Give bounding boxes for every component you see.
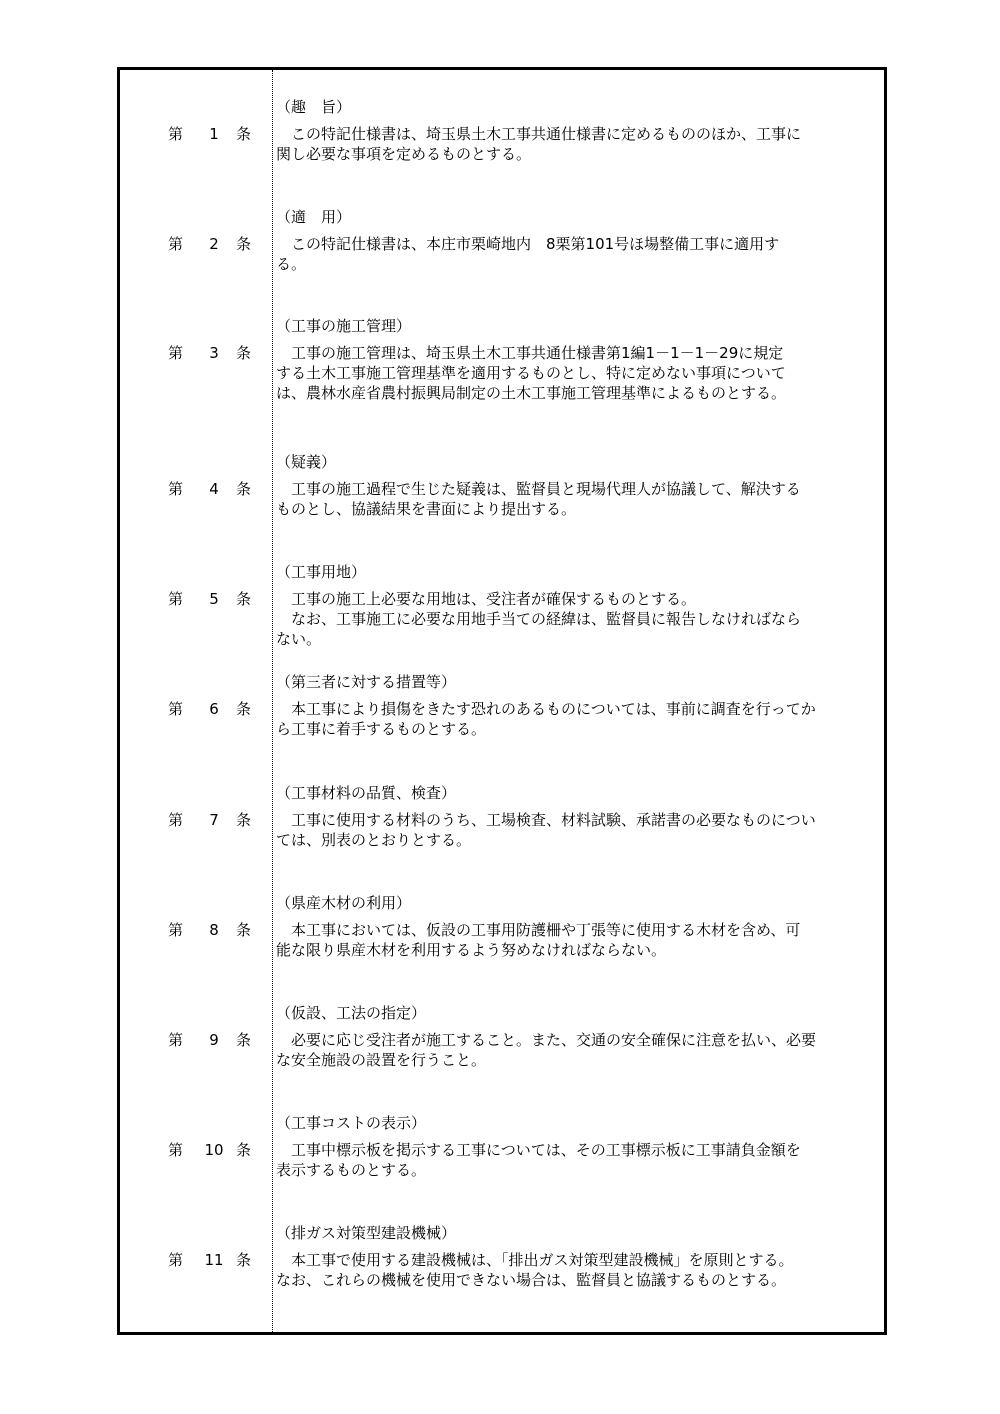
article-prefix: 第 xyxy=(168,1141,184,1159)
article-prefix: 第 xyxy=(168,590,184,608)
article-prefix: 第 xyxy=(168,480,184,498)
article-prefix: 第 xyxy=(168,125,184,143)
document-frame xyxy=(117,67,887,1335)
article-text-line: 工事に使用する材料のうち、工場検査、材料試験、承諾書の必要なものについ xyxy=(276,811,816,829)
article-suffix: 条 xyxy=(236,344,252,362)
article-label xyxy=(168,1030,252,1050)
article-heading: （疑義） xyxy=(276,453,337,471)
article-text-line: 表示するものとする。 xyxy=(276,1161,427,1179)
article-heading: （第三者に対する措置等） xyxy=(276,673,457,691)
article-text-line: ない。 xyxy=(276,630,322,648)
article-label xyxy=(168,1250,252,1270)
article-number: 11 xyxy=(204,1251,224,1269)
article-text-line: ては、別表のとおりとする。 xyxy=(276,831,472,849)
article-suffix: 条 xyxy=(236,125,252,143)
article-label xyxy=(168,920,252,940)
article-number: 6 xyxy=(209,700,219,718)
article-text-line: 工事の施工管理は、埼玉県土木工事共通仕様書第1編1－1－1－29に規定 xyxy=(276,344,784,362)
article-prefix: 第 xyxy=(168,700,184,718)
article-text-line: この特記仕様書は、本庄市栗崎地内 8栗第101号ほ場整備工事に適用す xyxy=(276,235,780,253)
article-text-line: る。 xyxy=(276,255,307,273)
article-suffix: 条 xyxy=(236,1251,252,1269)
article-number: 4 xyxy=(209,480,219,498)
article-heading: （排ガス対策型建設機械） xyxy=(276,1224,457,1242)
article-text-line: は、農林水産省農村振興局制定の土木工事施工管理基準によるものとする。 xyxy=(276,384,787,402)
article-suffix: 条 xyxy=(236,921,252,939)
article-label xyxy=(168,589,252,609)
article-suffix: 条 xyxy=(236,811,252,829)
article-heading: （工事材料の品質、検査） xyxy=(276,784,457,802)
article-number: 2 xyxy=(209,235,219,253)
article-heading: （県産木材の利用） xyxy=(276,894,412,912)
article-suffix: 条 xyxy=(236,700,252,718)
article-prefix: 第 xyxy=(168,921,184,939)
article-label xyxy=(168,124,252,144)
article-text-line: 能な限り県産木材を利用するよう努めなければならない。 xyxy=(276,941,667,959)
article-label xyxy=(168,479,252,499)
article-text-line: ら工事に着手するものとする。 xyxy=(276,720,487,738)
article-label xyxy=(168,1140,252,1160)
article-number: 10 xyxy=(204,1141,224,1159)
article-text-line: 工事中標示板を掲示する工事については、その工事標示板に工事請負金額を xyxy=(276,1141,801,1159)
article-suffix: 条 xyxy=(236,235,252,253)
article-suffix: 条 xyxy=(236,480,252,498)
article-number: 3 xyxy=(209,344,219,362)
article-text-line: 本工事で使用する建設機械は、「排出ガス対策型建設機械」を原則とする。 xyxy=(276,1251,794,1269)
article-suffix: 条 xyxy=(236,590,252,608)
article-text-line: 本工事により損傷をきたす恐れのあるものについては、事前に調査を行ってか xyxy=(276,700,816,718)
article-heading: （工事用地） xyxy=(276,563,367,581)
article-heading: （工事の施工管理） xyxy=(276,317,412,335)
article-number: 1 xyxy=(209,125,219,143)
article-number: 8 xyxy=(209,921,219,939)
article-suffix: 条 xyxy=(236,1141,252,1159)
article-prefix: 第 xyxy=(168,811,184,829)
article-text-line: なお、工事施工に必要な用地手当ての経緯は、監督員に報告しなければなら xyxy=(276,610,802,628)
article-suffix: 条 xyxy=(236,1031,252,1049)
article-heading: （適 用） xyxy=(276,208,352,226)
article-prefix: 第 xyxy=(168,1251,184,1269)
article-text-line: 関し必要な事項を定めるものとする。 xyxy=(276,145,532,163)
article-label xyxy=(168,234,252,254)
article-heading: （趣 旨） xyxy=(276,98,352,116)
article-heading: （仮設、工法の指定） xyxy=(276,1004,427,1022)
article-text-line: 本工事においては、仮設の工事用防護柵や丁張等に使用する木材を含め、可 xyxy=(276,921,801,939)
article-prefix: 第 xyxy=(168,344,184,362)
article-text-line: ものとし、協議結果を書面により提出する。 xyxy=(276,500,577,518)
article-label xyxy=(168,699,252,719)
article-text-line: 工事の施工上必要な用地は、受注者が確保するものとする。 xyxy=(276,590,697,608)
column-divider xyxy=(272,70,273,1332)
article-prefix: 第 xyxy=(168,1031,184,1049)
article-prefix: 第 xyxy=(168,235,184,253)
article-heading: （工事コストの表示） xyxy=(276,1114,427,1132)
article-label xyxy=(168,810,252,830)
article-number: 7 xyxy=(209,811,219,829)
article-text-line: 工事の施工過程で生じた疑義は、監督員と現場代理人が協議して、解決する xyxy=(276,480,801,498)
article-number: 5 xyxy=(209,590,219,608)
article-text-line: この特記仕様書は、埼玉県土木工事共通仕様書に定めるもののほか、工事に xyxy=(276,125,802,143)
article-text-line: な安全施設の設置を行うこと。 xyxy=(276,1051,487,1069)
article-text-line: する土木工事施工管理基準を適用するものとし、特に定めない事項について xyxy=(276,364,786,382)
article-text-line: なお、これらの機械を使用できない場合は、監督員と協議するものとする。 xyxy=(276,1271,787,1289)
article-label xyxy=(168,343,252,363)
article-number: 9 xyxy=(209,1031,219,1049)
article-text-line: 必要に応じ受注者が施工すること。また、交通の安全確保に注意を払い、必要 xyxy=(276,1031,817,1049)
